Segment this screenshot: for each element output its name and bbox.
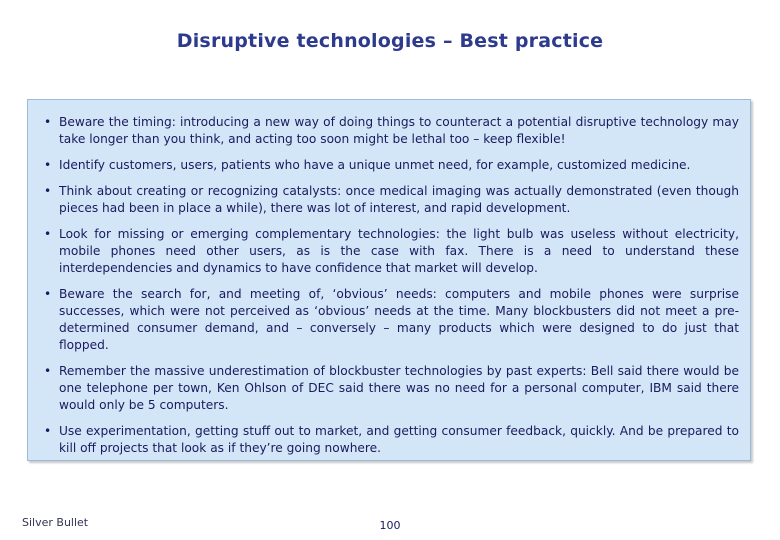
bullet-text: Beware the timing: introducing a new way of doing things to counteract a potential disruptive technology may take longer than you think, and acting too soon might be lethal too – keep flexible! bbox=[59, 115, 739, 146]
list-item bbox=[42, 157, 739, 174]
bullet-list bbox=[42, 114, 739, 457]
bullet-text: Remember the massive underestimation of blockbuster technologies by past experts: Bell said there would be one telephone per town, Ken Ohlson of DEC said there was no need for a personal computer, IBM said there would only be 5 computers. bbox=[59, 364, 739, 412]
list-item bbox=[42, 423, 739, 457]
footer-brand: Silver Bullet bbox=[22, 516, 89, 529]
bullet-text: Beware the search for, and meeting of, ‘obvious’ needs: computers and mobile phones were surprise successes, which were not perceived as ‘obvious’ needs at the time. Many blockbusters did not meet a pre-determined consumer demand, and – conversely – many products which were designed to do just that flopped. bbox=[59, 287, 739, 352]
list-item bbox=[42, 286, 739, 354]
bullet-text: Identify customers, users, patients who have a unique unmet need, for example, customized medicine. bbox=[59, 158, 691, 172]
list-item bbox=[42, 114, 739, 148]
list-item bbox=[42, 183, 739, 217]
bullet-icon: • bbox=[44, 424, 52, 438]
bullet-icon: • bbox=[44, 287, 52, 301]
bullet-text: Think about creating or recognizing catalysts: once medical imaging was actually demonstrated (even though pieces had been in place a while), there was lot of interest, and rapid development. bbox=[59, 184, 739, 215]
list-item bbox=[42, 226, 739, 277]
bullet-icon: • bbox=[44, 115, 52, 129]
bullet-icon: • bbox=[44, 184, 52, 198]
bullet-icon: • bbox=[44, 364, 52, 378]
bullet-text: Look for missing or emerging complementary technologies: the light bulb was useless without electricity, mobile phones need other users, as is the case with fax. There is a need to understand these interdependencies and dynamics to have confidence that market will develop. bbox=[59, 227, 739, 275]
bullet-icon: • bbox=[44, 158, 52, 172]
page-number: 100 bbox=[379, 519, 401, 532]
content-box bbox=[27, 99, 751, 461]
bullet-text: Use experimentation, getting stuff out to market, and getting consumer feedback, quickly. And be prepared to kill off projects that look as if they’re going nowhere. bbox=[59, 424, 739, 455]
list-item bbox=[42, 363, 739, 414]
bullet-icon: • bbox=[44, 227, 52, 241]
slide-title: Disruptive technologies – Best practice bbox=[176, 30, 604, 52]
